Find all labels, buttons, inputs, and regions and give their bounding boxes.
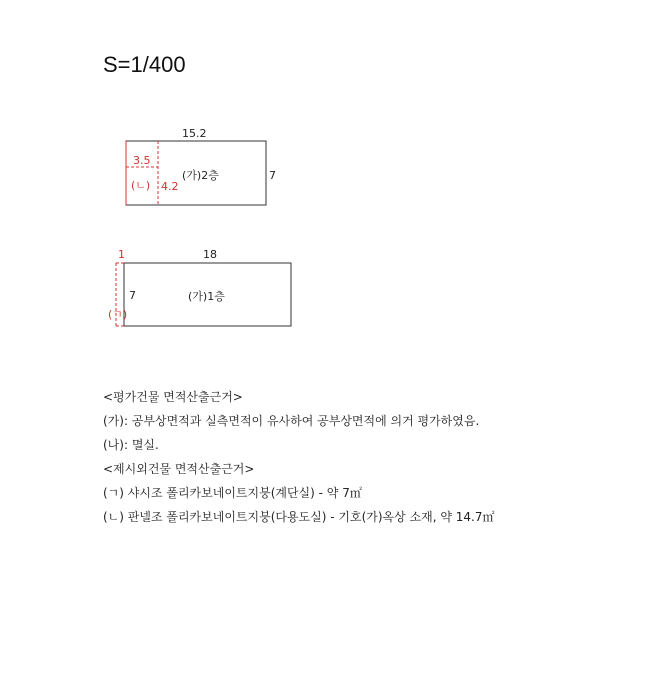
scale-label: S=1/400: [103, 52, 186, 77]
floor-1-room-label: (가)1층: [188, 290, 225, 303]
annex-n-height-label: 4.2: [161, 180, 179, 193]
floor-1-width-label: 18: [203, 248, 217, 261]
note-line-g: (ㄱ) 샤시조 폴리카보네이트지붕(계단실) - 약 7㎡: [103, 486, 362, 500]
annex-g-label: (ㄱ): [108, 308, 128, 321]
floor-2-width-label: 15.2: [182, 127, 207, 140]
plan-lower: [108, 248, 291, 326]
note-line-ga: (가): 공부상면적과 실측면적이 유사하여 공부상면적에 의거 평가하였음.: [103, 414, 480, 428]
floor-1-height-label: 7: [129, 289, 136, 302]
annex-g-width-label: 1: [118, 248, 125, 261]
plan-upper: [126, 127, 276, 205]
annex-n-label: (ㄴ): [131, 179, 151, 192]
floor-2-height-label: 7: [269, 169, 276, 182]
annex-n-width-label: 3.5: [133, 154, 151, 167]
note-line-n: (ㄴ) 판넬조 폴리카보네이트지붕(다용도실) - 기호(가)옥상 소재, 약 14.7㎡: [103, 510, 495, 524]
notes-heading-extra: <제시외건물 면적산출근거>: [103, 462, 255, 476]
area-basis-notes: [103, 385, 494, 529]
note-line-na: (나): 멸실.: [103, 438, 159, 452]
floor-2-room-label: (가)2층: [182, 169, 219, 182]
notes-heading-evaluated: <평가건물 면적산출근거>: [103, 390, 243, 404]
